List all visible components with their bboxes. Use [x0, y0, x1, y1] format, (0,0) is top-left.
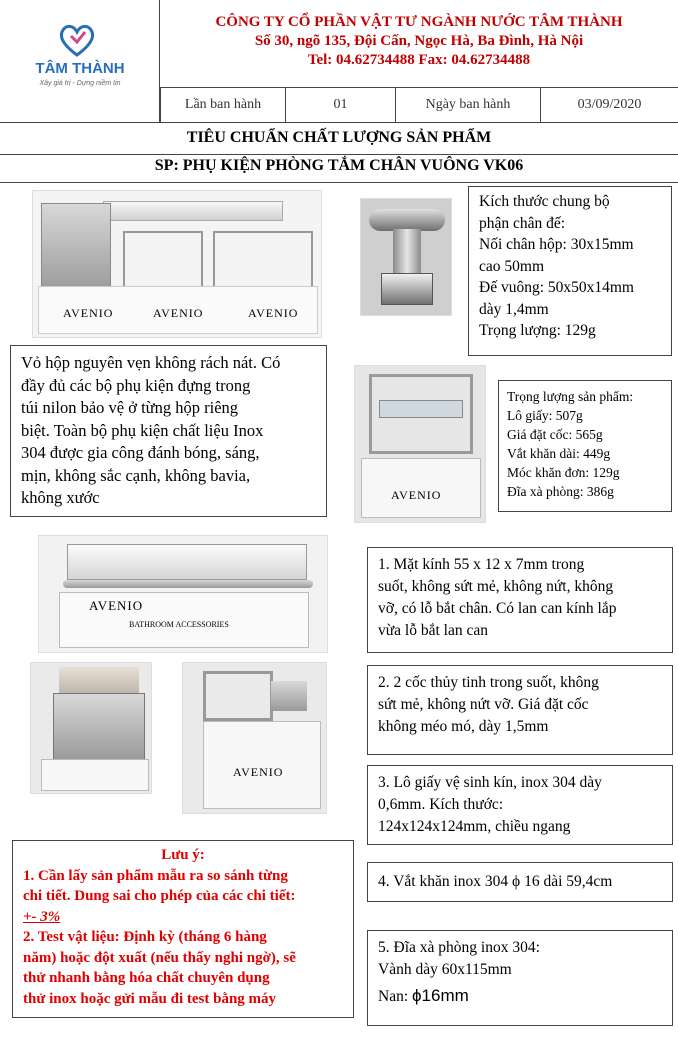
text-line: 3. Lô giấy vệ sinh kín, inox 304 dày	[378, 774, 602, 791]
text-line: Đĩa xà phòng: 386g	[507, 484, 614, 499]
text-line: Kích thước chung bộ	[479, 193, 610, 210]
nan-label: Nan:	[378, 988, 413, 1005]
text-line	[378, 985, 662, 1008]
text-line: không xước	[21, 488, 100, 507]
date-label: Ngày ban hành	[395, 87, 540, 123]
text-line: 1. Cần lấy sản phẩm mẫu ra so sánh từng	[23, 867, 288, 884]
page-title: TIÊU CHUẨN CHẤT LƯỢNG SẢN PHẨM	[0, 129, 678, 155]
glass-shelf-photo	[38, 535, 328, 653]
text-line: 4. Vắt khăn inox 304 ϕ 16 dài 59,4cm	[378, 873, 613, 890]
text-line: vỡ, có lỗ bắt chân. Có lan can kính lắp	[378, 600, 617, 617]
text-line: cao 50mm	[479, 257, 544, 275]
text-line: thử inox hoặc gửi mẫu đi test bằng máy	[23, 990, 277, 1007]
text-line: vừa lỗ bắt lan can	[378, 622, 488, 639]
text-line: biệt. Toàn bộ phụ kiện chất liệu Inox	[21, 420, 264, 440]
page-subtitle: SP: PHỤ KIỆN PHÒNG TẮM CHÂN VUÔNG VK06	[0, 157, 678, 183]
box-brand-text: AVENIO	[233, 765, 284, 779]
heart-logo-icon	[57, 22, 97, 58]
text-line: Đế vuông: 50x50x14mm	[479, 279, 634, 296]
product-set-photo	[32, 190, 322, 338]
text-line: năm) hoặc đột xuất (nếu thấy nghi ngờ), sẽ	[23, 949, 296, 966]
text-line: Nối chân hộp: 30x15mm	[479, 236, 634, 253]
text-line: suốt, không sứt mẻ, không nứt, không	[378, 578, 614, 595]
text-line: 304 được gia công đánh bóng, sáng,	[21, 443, 260, 462]
text-line: túi nilon bảo vệ ở từng hộp riêng	[21, 398, 239, 417]
text-line: Vỏ hộp nguyên vẹn không rách nát. Có	[21, 353, 281, 372]
cup-holder-photo	[354, 365, 486, 523]
item-1-box	[367, 547, 673, 653]
text-line: chi tiết. Dung sai cho phép của các chi tiết:	[23, 888, 296, 904]
company-address: Số 30, ngõ 135, Đội Cấn, Ngọc Hà, Ba Đình, Hà Nội	[254, 33, 584, 49]
text-line: 2. 2 cốc thủy tinh trong suốt, không	[378, 674, 599, 691]
soap-dish-photo	[182, 662, 327, 814]
item-3-box	[367, 765, 673, 845]
text-line: thử nhanh bằng hóa chất chuyên dụng	[23, 970, 270, 986]
text-line: phận chân đế:	[479, 214, 566, 232]
text-line: Giá đặt cốc: 565g	[507, 427, 603, 442]
issue-value: 01	[285, 87, 395, 123]
dimensions-box	[468, 186, 672, 356]
note-heading: Lưu ý:	[161, 847, 205, 863]
item-4-box	[367, 862, 673, 902]
box-brand-text: AVENIO	[153, 306, 204, 320]
text-line: 1. Mặt kính 55 x 12 x 7mm trong	[378, 556, 585, 573]
text-line: +- 3%	[23, 908, 61, 925]
item-5-box	[367, 930, 673, 1026]
weights-box	[498, 380, 672, 512]
logo-slogan: Xây giá trị - Dựng niềm tin	[39, 80, 121, 87]
logo	[0, 0, 160, 123]
nan-value: ϕ16mm	[412, 986, 469, 1005]
box-sub-text: BATHROOM ACCESSORIES	[129, 620, 229, 629]
text-line: dày 1,4mm	[479, 300, 549, 318]
text-line: 2. Test vật liệu: Định kỳ (tháng 6 hàng	[23, 929, 267, 945]
box-brand-text: AVENIO	[89, 598, 144, 613]
issue-label: Lần ban hành	[160, 87, 285, 123]
text-line: 124x124x124mm, chiều ngang	[378, 818, 571, 835]
company-name: CÔNG TY CỔ PHẦN VẬT TƯ NGÀNH NƯỚC TÂM THÀNH	[215, 14, 623, 30]
text-line: không méo mó, dày 1,5mm	[378, 718, 549, 735]
paper-holder-photo	[30, 662, 152, 794]
text-line: 5. Đĩa xà phòng inox 304:	[378, 939, 540, 956]
text-line: sứt mẻ, không nứt vỡ. Giá đặt cốc	[378, 696, 589, 713]
text-line: mịn, không sắc cạnh, không bavia,	[21, 465, 251, 485]
item-2-box	[367, 665, 673, 755]
packaging-box	[10, 345, 327, 517]
base-photo	[360, 198, 452, 316]
text-line: đầy đủ các bộ phụ kiện đựng trong	[21, 375, 251, 395]
company-contact: Tel: 04.62734488 Fax: 04.62734488	[307, 52, 531, 68]
date-value: 03/09/2020	[540, 87, 678, 123]
text-line: Vắt khăn dài: 449g	[507, 446, 611, 461]
text-line: Lô giấy: 507g	[507, 408, 583, 423]
note-box	[12, 840, 354, 1018]
box-brand-text: AVENIO	[63, 306, 114, 320]
box-brand-text: AVENIO	[391, 488, 442, 502]
text-line: Trọng lượng: 129g	[479, 322, 596, 339]
logo-brand: TÂM THÀNH	[35, 60, 125, 77]
text-line: Trọng lượng sản phẩm:	[507, 389, 634, 404]
text-line: Vành dày 60x115mm	[378, 961, 512, 978]
text-line: 0,6mm. Kích thước:	[378, 796, 504, 813]
box-brand-text: AVENIO	[248, 306, 299, 320]
text-line: Móc khăn đơn: 129g	[507, 465, 620, 480]
